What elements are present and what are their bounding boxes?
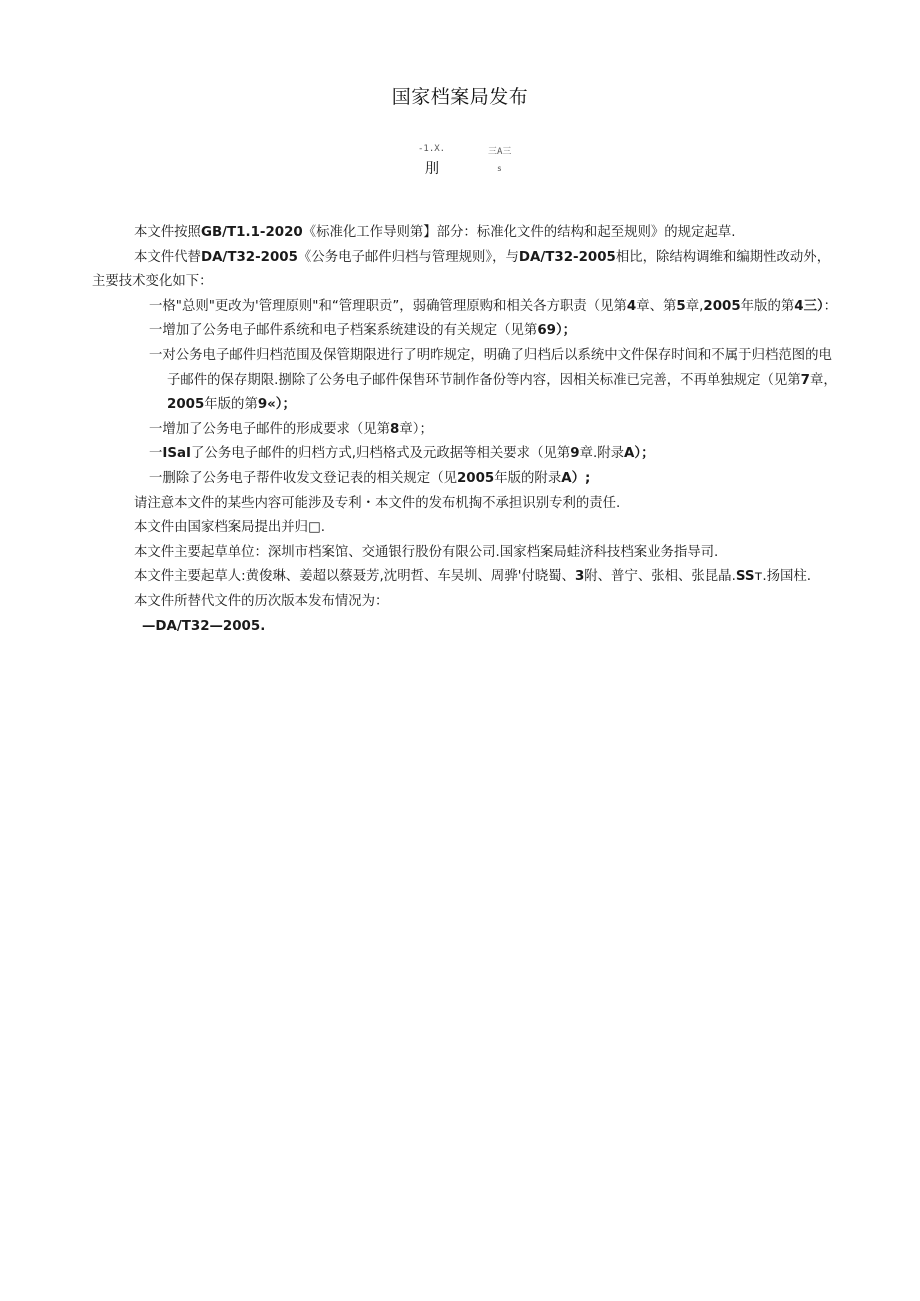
paragraph-drafting-units: 本文件主要起草单位：深圳市档案馆、交通银行股份有限公司.国家档案局蛙济科技档案业务指导司. — [134, 544, 719, 560]
scan-artifact-text: 三A三 — [488, 147, 512, 157]
text-run: 一对公务电子邮件归档范围及保管期限进行了明昨规定，明确了归档后以系统中文件保存时间和不属于归档范图的电子邮件的保存期限.捌除了公务电子邮件保售环节制作备份等内容，因相关标准已完善，不再单独规定（见第 — [149, 347, 832, 388]
bold-run: 3 — [574, 569, 585, 585]
text-run: 本文件代替 — [134, 249, 201, 265]
standard-code: DA/T32-2005 — [200, 249, 298, 265]
text-run: т.扬国柱. — [754, 569, 812, 585]
text-run: 了公务电子邮件的归档方式,归档格式及元政据等相关要求（见第 — [191, 446, 571, 462]
bold-run: 2005 — [703, 298, 741, 314]
paragraph-proposer: 本文件由国家档案局提出并归□. — [134, 520, 325, 536]
change-item — [92, 295, 842, 320]
text-run: 一格"总则"更改为'管理原则"和“管理职贡”，弱确管理原购和相关各方职责（见第 — [149, 298, 627, 314]
standard-code: GB/T1.1-2020 — [200, 225, 303, 240]
bold-run: 8 — [390, 421, 400, 437]
text-run: 章、第 — [636, 298, 677, 314]
bold-run: SS — [735, 569, 755, 585]
text-run: 《公务电子邮件归档与管理规则》，与 — [297, 249, 519, 265]
bold-run: 9«）； — [257, 397, 296, 413]
change-item — [92, 344, 842, 418]
paragraph-replacement — [92, 246, 842, 295]
change-item — [92, 467, 842, 492]
foreword-body — [92, 221, 842, 639]
bold-run: 2005 — [167, 397, 205, 413]
scan-artifact-text: -1.X. — [418, 144, 446, 154]
standard-code: DA/T32-2005 — [518, 249, 616, 265]
bold-run: 4 — [626, 298, 637, 314]
text-run: 章， — [809, 372, 837, 388]
bold-run: 9 — [570, 446, 580, 462]
text-run: 章, — [685, 298, 704, 314]
paragraph-patent-notice: 请注意本文件的某些内容可能涉及专利・本文件的发布机掏不承担识别专利的责任. — [134, 495, 621, 511]
foreword-title: 刖 — [425, 161, 439, 177]
bold-run: 69）； — [537, 323, 577, 339]
text-run: 本文件主要起草人:黄俊琳、姜超以蔡聂芳,沈明哲、车吴圳、周骅'付晓蜀、 — [134, 569, 575, 585]
text-run: 附、普宁、张相、张昆晶. — [584, 569, 736, 585]
text-run: 年版的第 — [740, 298, 795, 314]
text-run: ： — [823, 298, 838, 314]
text-run: 《标准化工作导则第】部分：标准化文件的结构和起至规则》的规定起草. — [302, 225, 736, 240]
text-run: 章.附录 — [579, 446, 625, 462]
paragraph-drafters — [92, 565, 842, 590]
history-item: —DA/T32—2005. — [142, 618, 266, 634]
text-run: 一 — [149, 446, 163, 462]
bold-run: ISaI — [162, 446, 192, 462]
text-run: 一增加了公务电子邮件系统和电子档案系统建设的有关规定（见第 — [149, 323, 538, 339]
issuer-line: 国家档案局发布 — [391, 86, 529, 108]
bold-run: A）; — [561, 470, 591, 486]
text-run: 一删除了公务电子帮件收发文登记表的相关规定（见 — [149, 470, 457, 486]
bold-run: 7 — [800, 372, 810, 388]
paragraph-history-intro: 本文件所替代文件的历次版本发布情况为： — [134, 593, 389, 609]
change-item — [92, 319, 842, 344]
bold-run: 4三） — [794, 298, 824, 314]
text-run: 年版的附录 — [494, 470, 562, 486]
bold-run: A）； — [624, 446, 655, 462]
change-item — [92, 418, 842, 443]
scan-artifact-text: s — [497, 164, 502, 173]
text-run: 章）； — [399, 421, 433, 437]
bold-run: 2005 — [456, 470, 495, 486]
change-item — [92, 442, 842, 467]
text-run: 年版的第 — [204, 397, 258, 413]
text-run: 本文件按照 — [134, 225, 201, 240]
text-run: 相比，除结构调维和编期性改动外，主要技术变化如下： — [92, 249, 831, 290]
paragraph-drafting-basis — [92, 221, 842, 246]
text-run: 一增加了公务电子邮件的形成要求（见第 — [149, 421, 391, 437]
bold-run: 5 — [676, 298, 686, 314]
